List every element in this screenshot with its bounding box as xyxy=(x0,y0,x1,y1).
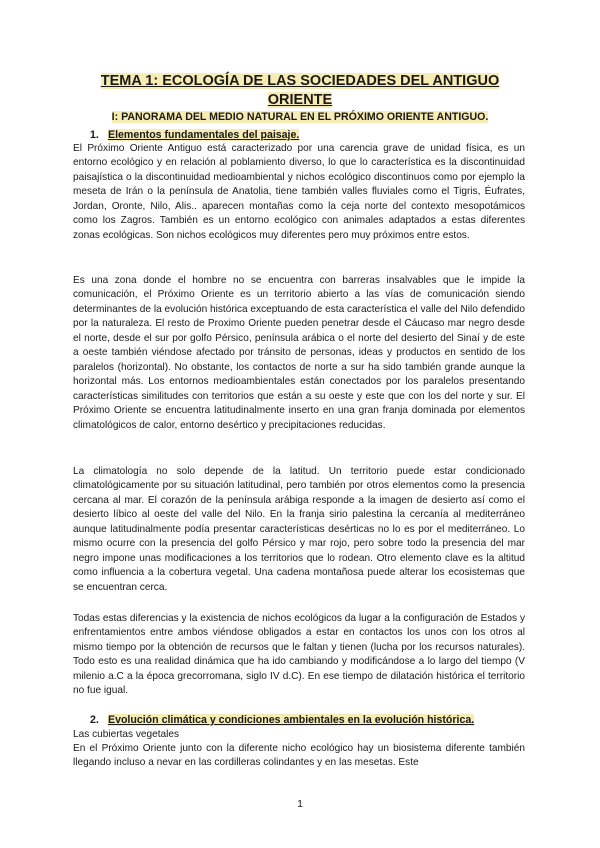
paragraph-3: La climatología no solo depende de la latitud. Un territorio puede estar condicionado climatológicamente por su situación latitudinal, pero también por otros elementos como la presencia cercana al mar. El corazón de la península arábiga responde a la imagen de desierto así como el desierto líbico al oeste del valle del Nilo. En la franja sirio palestina la cercanía al mediterráneo aunque latitudinalmente podía presentar características desérticas no lo es por el mediterráneo. Lo mismo ocurre con la presencia del golfo Pérsico y mar rojo, pero sobre todo la presencia del mar negro impone unas modificaciones a los territorios que lo rodean. Otro elemento clave es la altitud como influencia a la cobertura vegetal. Una cadena montañosa puede alterar los ecosistemas que se encuentran cerca. xyxy=(73,466,525,593)
section-1-heading xyxy=(90,128,299,142)
section-1-title: Elementos fundamentales del paisaje. xyxy=(108,129,300,141)
paragraph-5: En el Próximo Oriente junto con la diferente nicho ecológico hay un biosistema diferente también llegando incluso a nevar en las cordilleras colindantes y en las mesetas. Este xyxy=(73,743,525,769)
title-text: TEMA 1: ECOLOGÍA DE LAS SOCIEDADES DEL ANTIGUO ORIENTE xyxy=(100,73,500,108)
subtitle xyxy=(70,110,530,124)
section-1-number: 1. xyxy=(90,129,99,141)
paragraph-4: Todas estas diferencias y la existencia de nichos ecológicos da lugar a la configuración de Estados y enfrentamientos entre ambos viéndose obligados a estar en contactos los unos con los otros al mismo tiempo por la obtención de recursos que le faltan y tienen (lucha por los recursos naturales). Todo esto es una realidad dinámica que ha ido cambiando y modificándose a lo largo del tiempo (V milenio a.C a la época grecorromana, siglo IV d.C). En ese tiempo de dilatación histórica el territorio no fue igual. xyxy=(73,613,525,697)
paragraph-2: Es una zona donde el hombre no se encuentra con barreras insalvables que le impide la comunicación, el Próximo Oriente es un territorio abierto a las vías de comunicación siendo determinantes de la evolución histórica exceptuando de esta característica el valle del Nilo defendido por la naturaleza. El resto de Proximo Oriente pueden penetrar desde el Cáucaso mar negro desde el norte, desde el sur por golfo Pérsico, península arábica o el norte del desierto del Sinaí y de este a oeste también viéndose afectado por tránsito de personas, ideas y productos en sentido de los paralelos (horizontal). No obstante, los contactos de norte a sur ha sido también grande aunque la horizontal más. Los entornos medioambientales están conectados por los paralelos presentando características similitudes con territorios que están a su oeste y este que con los del norte y sur. El Próximo Oriente se encuentra latitudinalmente inserto en una gran franja dominada por elementos climatológicos de calor, entorno desértico y precipitaciones reducidas. xyxy=(73,275,525,431)
subtitle-text: I: PANORAMA DEL MEDIO NATURAL EN EL PRÓXIMO ORIENTE ANTIGUO. xyxy=(111,111,489,123)
paragraph-1: El Próximo Oriente Antiguo está caracterizado por una carencia grave de unidad física, es un entorno ecológico y en relación al poblamiento diverso, lo que lo característica es la discontinuidad paisajística o la discontinuidad medioambiental y nichos ecológico discontinuos como por ejemplo la meseta de Irán o la península de Anatolia, tiene también valles fluviales como el Tigris, Éufrates, Jordan, Oronte, Nilo, Alis.. aparecen montañas como la ceja norte del contexto mesopotámicos como los Zagros. También es un entorno ecológico con animales adaptados a estas diferentes zonas ecológicas. Son nichos ecológicos muy diferentes pero muy próximos entre estos. xyxy=(73,143,525,241)
section-2-heading xyxy=(90,713,474,727)
subheading-vegetal-cover: Las cubiertas vegetales xyxy=(73,729,180,740)
section-2-number: 2. xyxy=(90,714,99,726)
section-2-title: Evolución climática y condiciones ambientales en la evolución histórica. xyxy=(108,714,475,726)
page-number: 1 xyxy=(297,798,303,810)
page-title xyxy=(70,72,530,110)
